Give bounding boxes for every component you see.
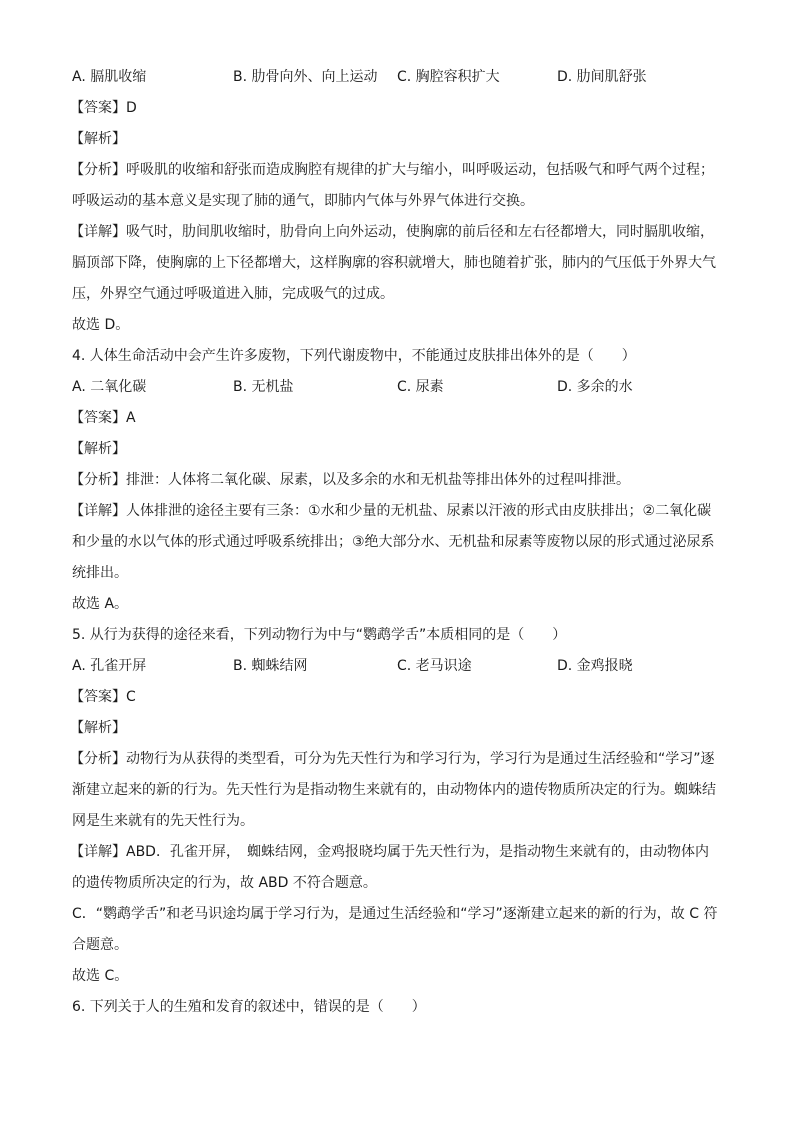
q3-conclusion: 故选 D。	[72, 317, 130, 333]
q5-xiangjie-line: 合题意。	[72, 937, 128, 953]
q4-option-b: B. 无机盐	[233, 379, 294, 395]
q5-option-b: B. 蜘蛛结网	[233, 658, 308, 674]
q5-options	[72, 651, 722, 682]
q5-fenxi-line: 渐建立起来的新的行为。先天性行为是指动物生来就有的，由动物体内的遗传物质所决定的行为。蜘蛛结	[72, 782, 716, 798]
q3-option-c: C. 胸腔容积扩大	[397, 69, 500, 85]
q5-analysis-heading: 【解析】	[70, 720, 126, 736]
q4-xiangjie-line: 【详解】人体排泄的途径主要有三条：①水和少量的无机盐、尿素以汗液的形式由皮肤排出；②二氧化碳	[70, 503, 712, 519]
q3-analysis-heading: 【解析】	[70, 131, 126, 147]
q4-options	[72, 372, 722, 403]
q3-fenxi-line: 【分析】呼吸肌的收缩和舒张而造成胸腔有规律的扩大与缩小，叫呼吸运动，包括吸气和呼气两个过程；	[70, 162, 714, 178]
q5-option-d: D. 金鸡报晓	[557, 658, 633, 674]
q4-option-a: A. 二氧化碳	[72, 379, 147, 395]
q5-fenxi-line: 【分析】动物行为从获得的类型看，可分为先天性行为和学习行为，学习行为是通过生活经验和“学习”逐	[70, 751, 715, 767]
q5-xiangjie-line: 的遗传物质所决定的行为，故 ABD 不符合题意。	[72, 875, 377, 891]
q3-xiangjie-line: 【详解】吸气时，肋间肌收缩时，肋骨向上向外运动，使胸廓的前后径和左右径都增大，同时膈肌收缩，	[70, 224, 714, 240]
q5-option-a: A. 孔雀开屏	[72, 658, 147, 674]
q4-fenxi-line: 【分析】排泄：人体将二氧化碳、尿素，以及多余的水和无机盐等排出体外的过程叫排泄。	[70, 472, 630, 488]
q5-fenxi-line: 网是生来就有的先天性行为。	[72, 813, 254, 829]
q5-conclusion: 故选 C。	[72, 968, 129, 984]
q3-xiangjie-line: 膈顶部下降，使胸廓的上下径都增大，这样胸廓的容积就增大，肺也随着扩张，肺内的气压低于外界大气	[72, 255, 716, 271]
q4-xiangjie-line: 和少量的水以气体的形式通过呼吸系统排出；③绝大部分水、无机盐和尿素等废物以尿的形式通过泌尿系	[72, 534, 715, 550]
q6-stem: 6. 下列关于人的生殖和发育的叙述中，错误的是（ ）	[72, 999, 426, 1015]
q4-option-d: D. 多余的水	[557, 379, 633, 395]
q4-option-c: C. 尿素	[397, 379, 444, 395]
q3-options	[72, 62, 722, 93]
page-content	[72, 62, 722, 1023]
q4-answer: 【答案】A	[70, 410, 136, 426]
q3-option-a: A. 膈肌收缩	[72, 69, 147, 85]
q5-stem: 5. 从行为获得的途径来看，下列动物行为中与“鹦鹉学舌”本质相同的是（ ）	[72, 627, 567, 643]
q3-fenxi-line: 呼吸运动的基本意义是实现了肺的通气，即肺内气体与外界气体进行交换。	[72, 193, 534, 209]
q3-xiangjie-line: 压，外界空气通过呼吸道进入肺，完成吸气的过成。	[72, 286, 394, 302]
q3-option-d: D. 肋间肌舒张	[557, 69, 647, 85]
q4-xiangjie-line: 统排出。	[72, 565, 128, 581]
q4-analysis-heading: 【解析】	[70, 441, 126, 457]
q4-conclusion: 故选 A。	[72, 596, 129, 612]
q5-answer: 【答案】C	[70, 689, 136, 705]
q5-xiangjie-line: 【详解】ABD．孔雀开屏， 蜘蛛结网，金鸡报晓均属于先天性行为，是指动物生来就有的，由动物体内	[70, 844, 709, 860]
q3-option-b: B. 肋骨向外、向上运动	[233, 69, 378, 85]
q4-stem: 4. 人体生命活动中会产生许多废物，下列代谢废物中，不能通过皮肤排出体外的是（ ）	[72, 348, 636, 364]
q3-answer: 【答案】D	[70, 100, 137, 116]
q5-xiangjie-line: C．“鹦鹉学舌”和老马识途均属于学习行为，是通过生活经验和“学习”逐渐建立起来的新的行为，故 C 符	[72, 906, 718, 922]
q5-option-c: C. 老马识途	[397, 658, 472, 674]
